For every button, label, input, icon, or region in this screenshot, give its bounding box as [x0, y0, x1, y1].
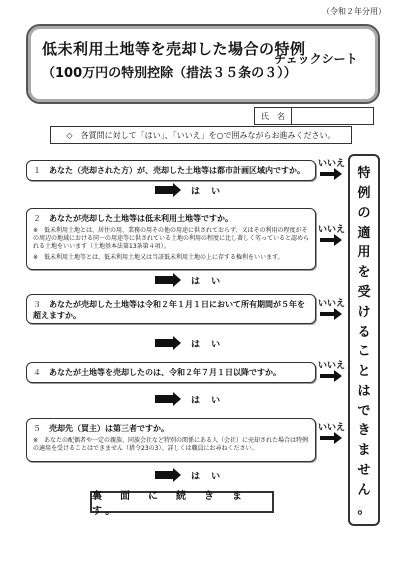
not-eligible-char: を — [357, 265, 371, 281]
not-eligible-char: は — [357, 383, 371, 399]
question-2 — [26, 208, 316, 270]
arrow-right-icon — [320, 168, 342, 180]
not-eligible-char: ん — [357, 482, 371, 498]
not-eligible-char: き — [357, 423, 371, 439]
no-label-1[interactable]: いいえ — [318, 159, 346, 169]
yes-label[interactable]: は い — [191, 395, 225, 406]
not-eligible-char: せ — [357, 462, 371, 478]
yes-label[interactable]: は い — [191, 339, 225, 350]
note: ※ あなたの配偶者や一定の親族、同族会社など特別の関係にある人（会社）に売却された場合は特例の適用を受けることはできません（措令23の3）。詳しくは職員にお尋ねください。 — [33, 437, 309, 453]
checksheet-tag: チェックシート — [274, 52, 358, 66]
not-eligible-char: 特 — [357, 166, 371, 182]
question-number: ２ — [33, 214, 41, 223]
yes-flow-3 — [155, 336, 224, 350]
question-number: １ — [33, 166, 41, 175]
note: ※ 低未利用土地等とは、低未利用土地又は当該低未利用土地の上に存する権利をいいます。 — [33, 254, 284, 262]
page-title: 低未利用土地等を売却した場合の特例 — [42, 40, 306, 58]
question-1 — [26, 160, 316, 181]
name-label: 氏 名 — [255, 108, 292, 124]
yes-label[interactable]: は い — [191, 471, 225, 482]
name-field — [254, 107, 374, 125]
yes-flow-2 — [155, 273, 224, 287]
year-label: （令和２年分用） — [322, 7, 386, 16]
no-label-5[interactable]: いいえ — [318, 423, 346, 433]
continue-on-back-box: 裏 面 に 続 き ま す。 — [90, 491, 274, 513]
question-5 — [26, 418, 316, 462]
question-number: ５ — [33, 424, 41, 433]
not-eligible-char: 例 — [357, 186, 371, 202]
not-eligible-char: ま — [357, 443, 371, 459]
not-eligible-char: と — [357, 364, 371, 380]
instruction-box: ◇ 各質問に対して「はい」、「いいえ」を○で囲みながらお進みください。 — [50, 126, 352, 144]
page-subtitle: （100万円の特別控除（措法３５条の３）） — [42, 66, 297, 81]
no-label-3[interactable]: いいえ — [318, 299, 346, 309]
not-eligible-char: 受 — [357, 284, 371, 300]
arrow-down-icon — [155, 273, 181, 287]
question-text: あなたが土地等を売却したのは、令和２年７月１日以降ですか。 — [49, 368, 281, 377]
question-number: ４ — [33, 368, 41, 377]
question-text: あなたが売却した土地等は低未利用土地等ですか。 — [49, 214, 233, 223]
not-eligible-char: の — [357, 205, 371, 221]
arrow-right-icon — [320, 370, 342, 382]
arrow-down-icon — [155, 183, 181, 197]
not-eligible-char: 適 — [357, 225, 371, 241]
not-eligible-char: る — [357, 324, 371, 340]
arrow-down-icon — [155, 336, 181, 350]
yes-flow-1 — [155, 183, 224, 197]
arrow-right-icon — [320, 432, 342, 444]
arrow-down-icon — [155, 392, 181, 406]
question-3 — [26, 294, 316, 324]
arrow-right-icon — [320, 308, 342, 320]
yes-label[interactable]: は い — [191, 186, 225, 197]
question-text: あなた（売却された方）が、売却した土地等は都市計画区域内ですか。 — [49, 166, 305, 175]
not-eligible-box — [348, 154, 380, 526]
note: ※ 低未利用土地とは、居住の用、業務の用その他の用途に供されておらず、又はその利用の程度がその周辺の地域における同一の用途等に供されている土地の利用の程度に比し著しく劣っていると認められる土地をいいます（土地基本法第13条第４項）。 — [33, 227, 310, 251]
not-eligible-char: で — [357, 403, 371, 419]
not-eligible-char: 用 — [357, 245, 371, 261]
name-input[interactable] — [292, 108, 373, 124]
not-eligible-char: け — [357, 304, 371, 320]
no-label-4[interactable]: いいえ — [318, 361, 346, 371]
question-4 — [26, 362, 316, 383]
arrow-down-icon — [155, 468, 181, 482]
yes-label[interactable]: は い — [191, 276, 225, 287]
question-number: ３ — [33, 300, 41, 309]
yes-flow-5 — [155, 468, 224, 482]
question-text: あなたが売却した土地等は令和２年１月１日において所有期間が５年を超えますか。 — [33, 300, 305, 320]
arrow-right-icon — [320, 234, 342, 246]
not-eligible-char: 。 — [357, 502, 371, 518]
no-label-2[interactable]: いいえ — [318, 225, 346, 235]
yes-flow-4 — [155, 392, 224, 406]
question-text: 売却先（買主）は第三者ですか。 — [49, 424, 169, 433]
not-eligible-char: こ — [357, 344, 371, 360]
